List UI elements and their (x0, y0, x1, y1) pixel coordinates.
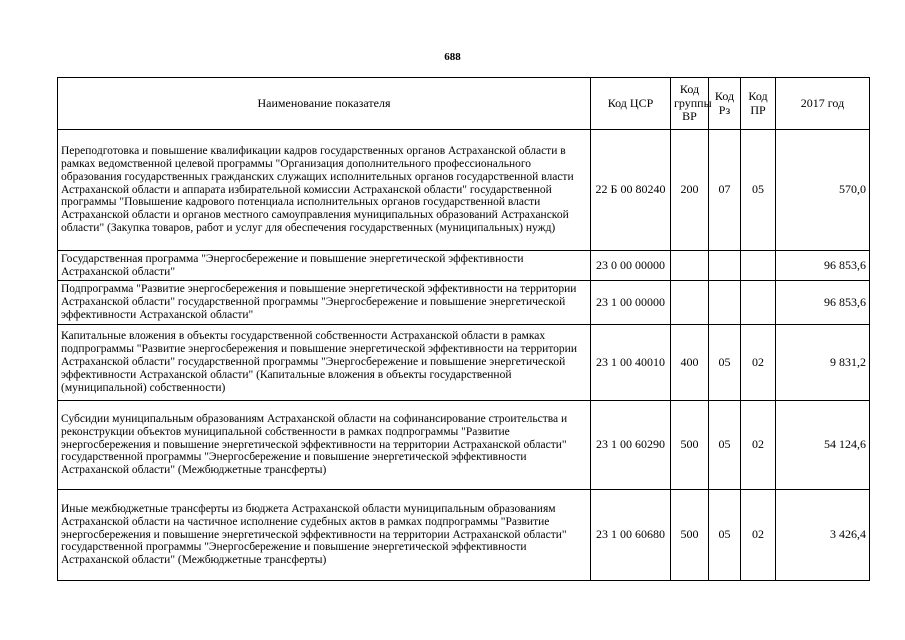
row-amount: 3 426,4 (776, 490, 870, 581)
row-rz: 05 (709, 401, 741, 490)
row-vr: 200 (671, 130, 709, 251)
row-name: Государственная программа "Энергосбережение и повышение энергетической эффективности Астраханской области" (58, 251, 591, 281)
row-csr: 23 1 00 40010 (591, 325, 671, 401)
header-year: 2017 год (776, 78, 870, 130)
row-rz: 05 (709, 490, 741, 581)
row-csr: 23 0 00 00000 (591, 251, 671, 281)
row-name: Подпрограмма "Развитие энергосбережения и повышение энергетической эффективности на территории Астраханской области" государственной программы "Энергосбережение и повышение энергетической эффективности Астраханской области" (58, 281, 591, 325)
table-row (58, 490, 870, 581)
row-name: Субсидии муниципальным образованиям Астраханской области на софинансирование строительства и реконструкции объектов муниципальной собственности в рамках подпрограммы "Развитие энергосбережения и повышение энергетической эффективности на территории Астраханской области" государственной программы "Энергосбережение и повышение энергетической эффективности Астраханской области" (Межбюджетные трансферты) (58, 401, 591, 490)
row-pr: 05 (741, 130, 776, 251)
row-amount: 9 831,2 (776, 325, 870, 401)
row-pr: 02 (741, 401, 776, 490)
row-vr (671, 281, 709, 325)
row-csr: 23 1 00 60290 (591, 401, 671, 490)
row-pr: 02 (741, 325, 776, 401)
row-rz (709, 251, 741, 281)
header-vr: Код группы ВР (671, 78, 709, 130)
row-pr: 02 (741, 490, 776, 581)
header-rz: Код Рз (709, 78, 741, 130)
header-name: Наименование показателя (58, 78, 591, 130)
row-name: Иные межбюджетные трансферты из бюджета Астраханской области муниципальным образованиям Астраханской области на частичное исполнение судебных актов в рамках подпрограммы "Развитие энергосбережения и повышение энергетической эффективности на территории Астраханской области" государственной программы "Энергосбережение и повышение энергетической эффективности Астраханской области" (Межбюджетные трансферты) (58, 490, 591, 581)
row-amount: 570,0 (776, 130, 870, 251)
row-pr (741, 251, 776, 281)
row-name: Капитальные вложения в объекты государственной собственности Астраханской области в рамках подпрограммы "Развитие энергосбережения и повышение энергетической эффективности на территории Астраханской области" государственной программы "Энергосбережение и повышение энергетической эффективности Астраханской области" (Капитальные вложения в объекты государственной (муниципальной) собственности) (58, 325, 591, 401)
row-vr (671, 251, 709, 281)
row-vr: 500 (671, 490, 709, 581)
row-amount: 96 853,6 (776, 251, 870, 281)
row-amount: 96 853,6 (776, 281, 870, 325)
row-vr: 500 (671, 401, 709, 490)
header-csr: Код ЦСР (591, 78, 671, 130)
row-amount: 54 124,6 (776, 401, 870, 490)
row-rz: 05 (709, 325, 741, 401)
header-pr: Код ПР (741, 78, 776, 130)
row-csr: 22 Б 00 80240 (591, 130, 671, 251)
table-row (58, 325, 870, 401)
table-row (58, 251, 870, 281)
row-csr: 23 1 00 00000 (591, 281, 671, 325)
table-row (58, 130, 870, 251)
table-header-row (58, 78, 870, 130)
row-rz (709, 281, 741, 325)
row-rz: 07 (709, 130, 741, 251)
row-pr (741, 281, 776, 325)
row-name: Переподготовка и повышение квалификации кадров государственных органов Астраханской области в рамках ведомственной целевой программы "Организация дополнительного профессионального образования государственных гражданских служащих исполнительных органов государственной власти Астраханской области и аппарата избирательной комиссии Астраханской области" государственной программы "Повышение кадрового потенциала исполнительных органов государственной власти Астраханской области и органов местного самоуправления муниципальных образований Астраханской области" (Закупка товаров, работ и услуг для обеспечения государственных (муниципальных) нужд) (58, 130, 591, 251)
row-vr: 400 (671, 325, 709, 401)
row-csr: 23 1 00 60680 (591, 490, 671, 581)
table-row (58, 401, 870, 490)
page-number: 688 (444, 51, 461, 63)
budget-table (57, 77, 870, 581)
table-row (58, 281, 870, 325)
